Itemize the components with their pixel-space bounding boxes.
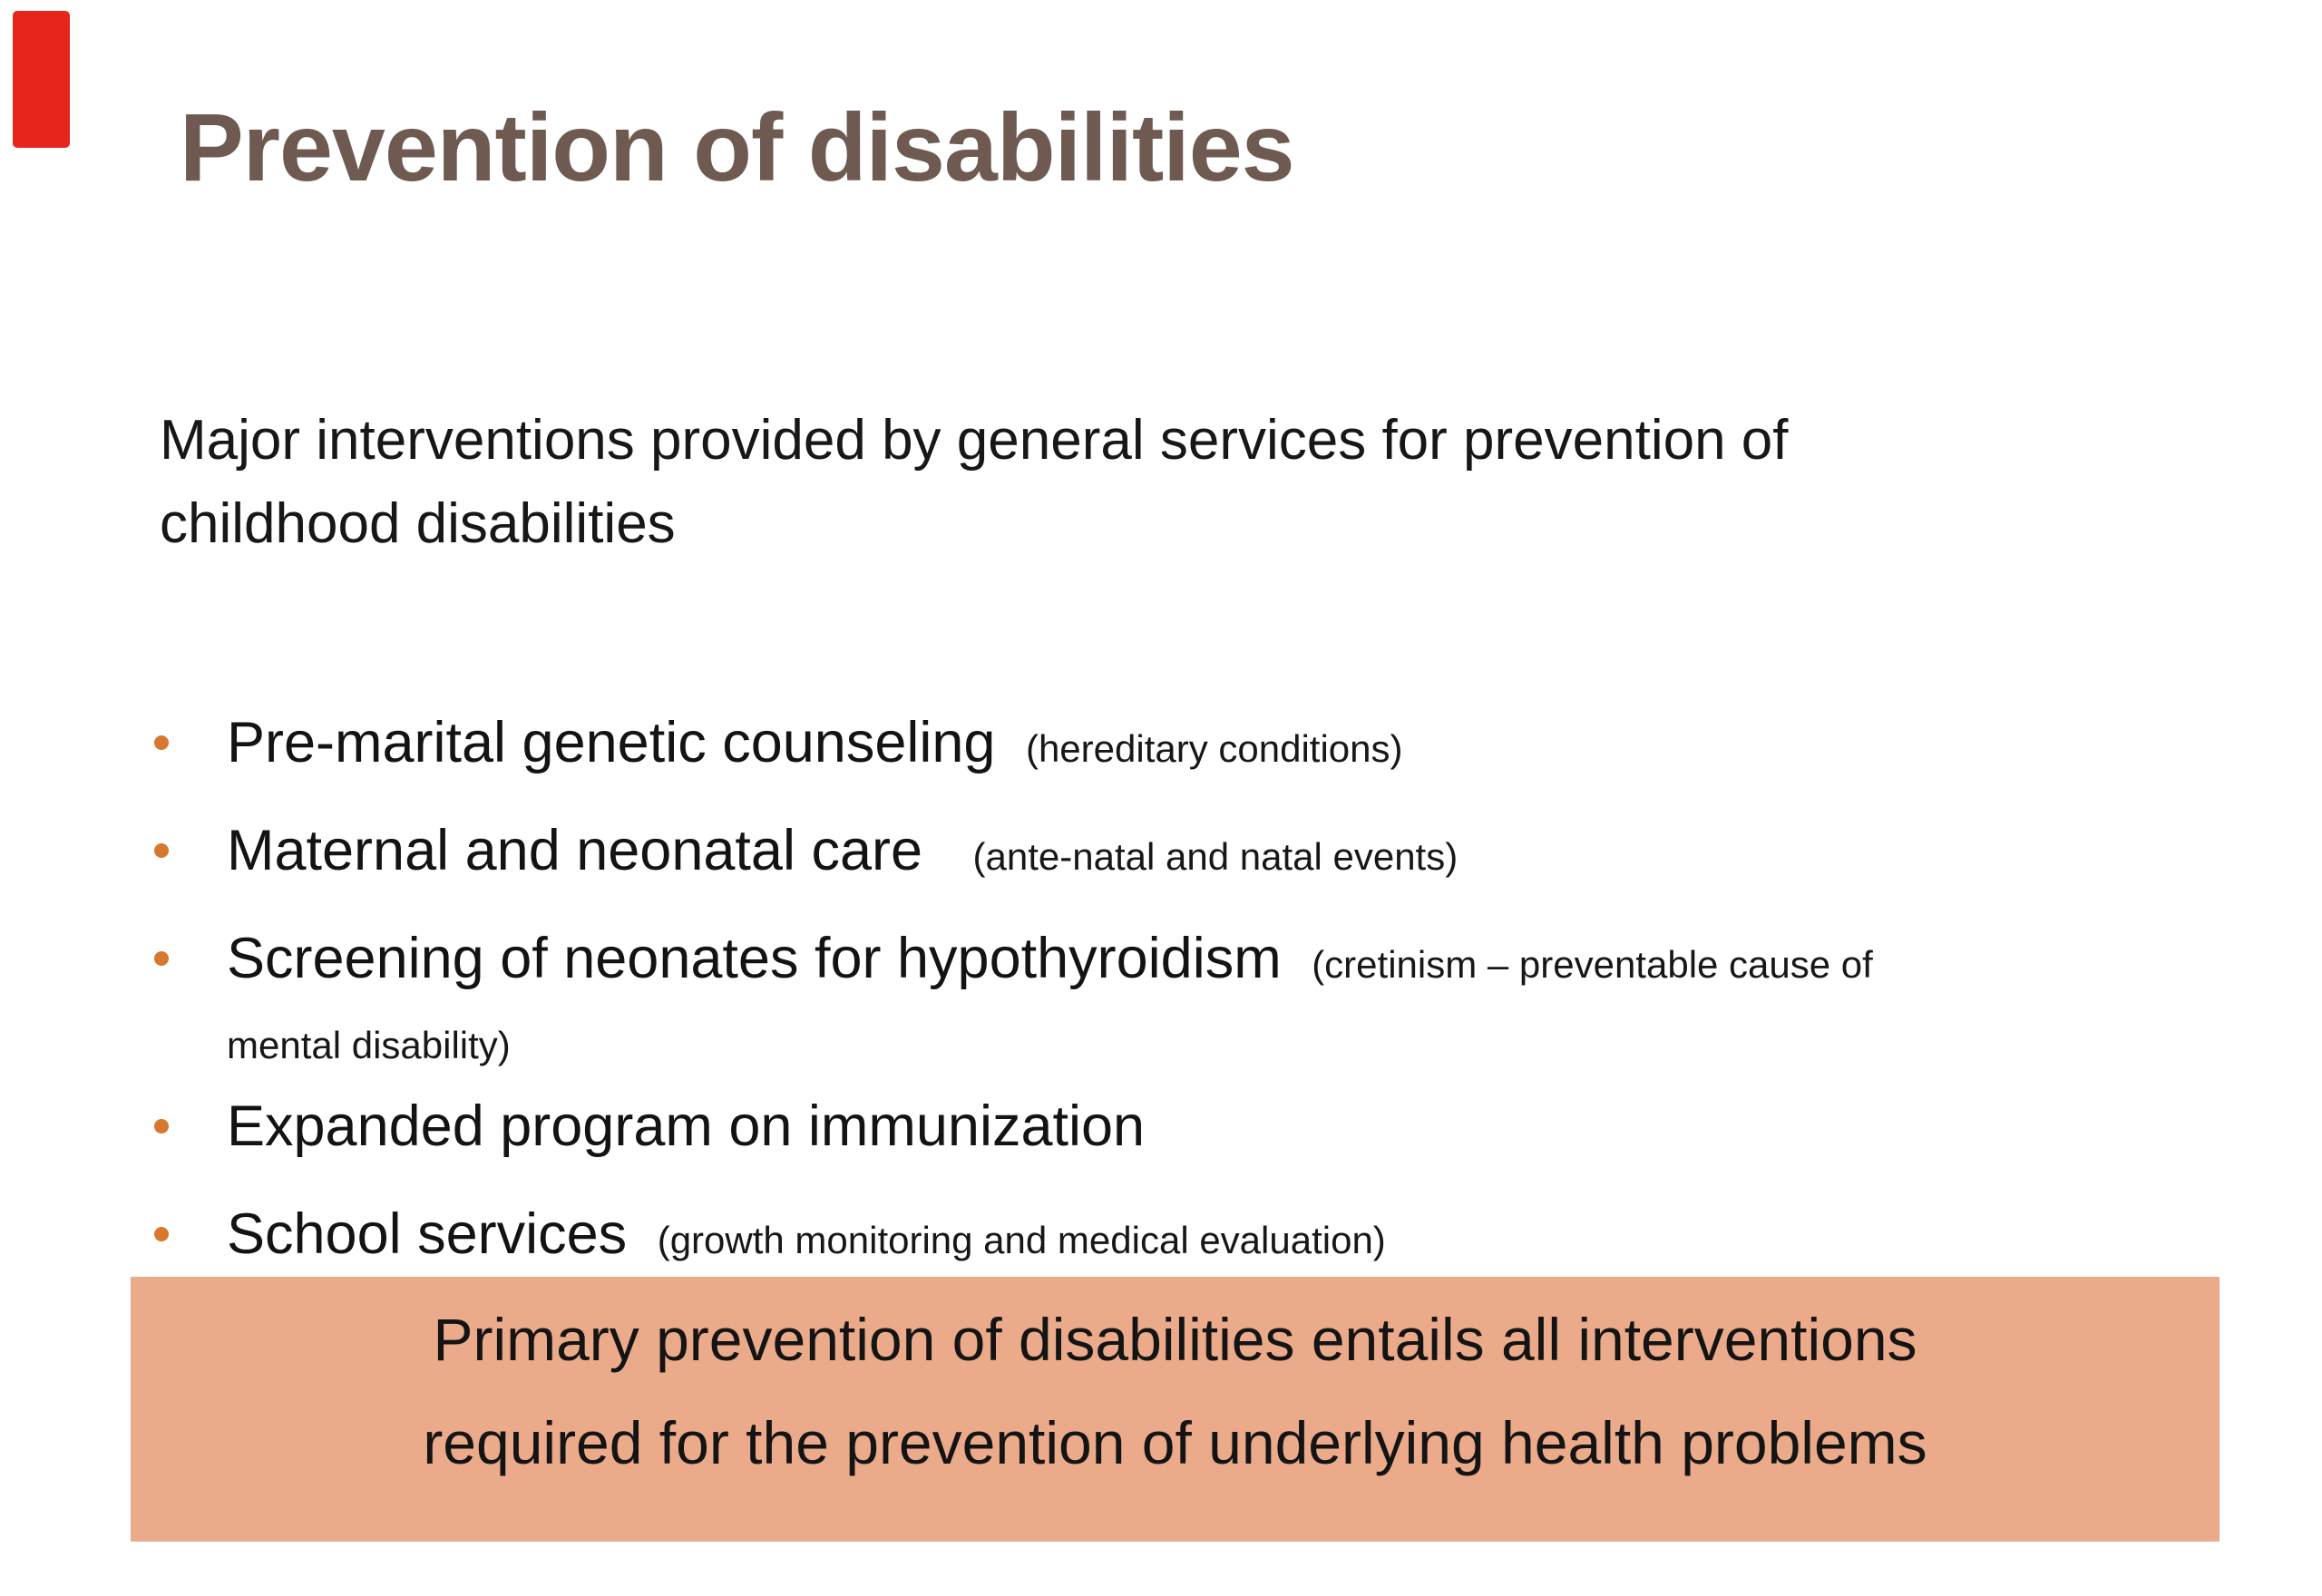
intro-line: childhood disabilities	[160, 492, 676, 555]
bullet-note: (ante-natal and natal events)	[972, 835, 1459, 878]
bullet-note-continued: mental disability)	[227, 1024, 511, 1066]
bullet-text: School services	[227, 1202, 628, 1266]
bullet-note: (hereditary conditions)	[1025, 727, 1403, 770]
bullet-text: Pre-marital genetic counseling	[227, 711, 996, 774]
bullet-note: (cretinism – preventable cause of	[1312, 943, 1873, 986]
bullet-dot-icon	[154, 735, 169, 750]
bullet-dot-icon	[154, 1119, 169, 1134]
page-title: Prevention of disabilities	[180, 94, 1294, 201]
red-marker	[13, 11, 70, 148]
bullet-dot-icon	[154, 1227, 169, 1241]
intro-text	[160, 399, 1789, 566]
bullet-dot-icon	[154, 951, 169, 966]
callout-line: Primary prevention of disabilities entails all interventions	[433, 1306, 1917, 1373]
list-item	[0, 800, 2268, 908]
bullet-text: Screening of neonates for hypothyroidism	[227, 927, 1282, 990]
list-item	[0, 908, 2268, 1075]
bullet-text: Expanded program on immunization	[227, 1095, 1146, 1158]
intro-line: Major interventions provided by general services for prevention of	[160, 409, 1789, 472]
bullet-dot-icon	[154, 843, 169, 858]
list-item	[0, 1183, 2268, 1291]
callout-box	[131, 1277, 2220, 1542]
callout-line: required for the prevention of underlying health problems	[423, 1409, 1927, 1476]
list-item	[0, 692, 2268, 800]
bullet-list	[0, 692, 2268, 1291]
bullet-note: (growth monitoring and medical evaluation)	[657, 1219, 1386, 1261]
bullet-text: Maternal and neonatal care	[227, 819, 923, 882]
list-item	[0, 1075, 2268, 1183]
